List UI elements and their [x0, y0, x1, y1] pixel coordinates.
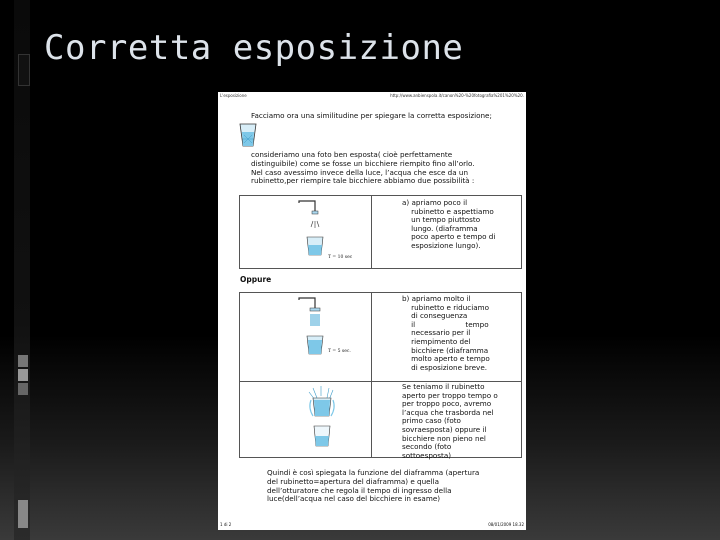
glass-icon [238, 122, 258, 148]
comparison-table-b [239, 292, 522, 458]
time-label: T = 10 sec [328, 255, 353, 260]
date-footer: 08/01/2009 18.32 [488, 522, 524, 527]
rail-decoration-block [18, 500, 28, 528]
table-column-divider [371, 293, 372, 457]
time-label: T = 5 sec. [328, 349, 351, 354]
overflow-and-empty-glass-illustration [305, 386, 339, 454]
explanation-text: consideriamo una foto ben esposta( cioè perfettamente distinguibile) come se fosse un bicchiere riempito fino all’orlo. Nel caso avessimo invece della luce, l’acqua che esce da un rubinetto,per riempire tale bicchiere abbiamo due possibilità : [251, 150, 475, 186]
faucet-open-illustration [295, 296, 325, 358]
overflow-explanation-text: Se teniamo il rubinetto aperto per troppo tempo o per troppo poco, avremo l’acqua che trasborda nel primo caso (foto sovraesposta) oppure il bicchiere non pieno nel secondo (foto sottoesposta) [402, 382, 498, 460]
oppure-heading: Oppure [240, 275, 272, 284]
rail-decoration-block [18, 355, 28, 367]
document-header-url: http://www.anbienspola.it/canon%20-%20fotografia%201%20%20. [390, 93, 524, 98]
conclusion-text: Quindi è così spiegata la funzione del diaframma (apertura del rubinetto=apertura del diaframma) e quella dell’otturatore che regola il tempo di ingresso della luce(dell’acqua nel caso del bicchiere in esame) [267, 468, 480, 504]
faucet-drip-illustration [295, 199, 325, 259]
rail-decoration-block [18, 54, 30, 86]
document-header [218, 93, 526, 101]
scanned-document-page [218, 92, 526, 530]
comparison-table-a [239, 195, 522, 269]
rail-decoration-block [18, 383, 28, 395]
intro-text: Facciamo ora una similitudine per spiegare la corretta esposizione; [251, 111, 492, 120]
rail-decoration-block [18, 369, 28, 381]
page-number-footer: 1 di 2 [220, 522, 232, 527]
option-b-text: b) apriamo molto il rubinetto e riduciamo di conseguenza il tempo necessario per il riempimento del bicchiere (diaframma molto aperto e tempo di esposizione breve. [402, 294, 490, 372]
option-a-text: a) apriamo poco il rubinetto e aspettiamo un tempo piuttosto lungo. (diaframma poco aperto e tempo di esposizione lungo). [402, 198, 496, 250]
table-column-divider [371, 196, 372, 268]
slide-title: Corretta esposizione [44, 28, 464, 68]
document-header-left: L'esposizione [220, 93, 247, 98]
